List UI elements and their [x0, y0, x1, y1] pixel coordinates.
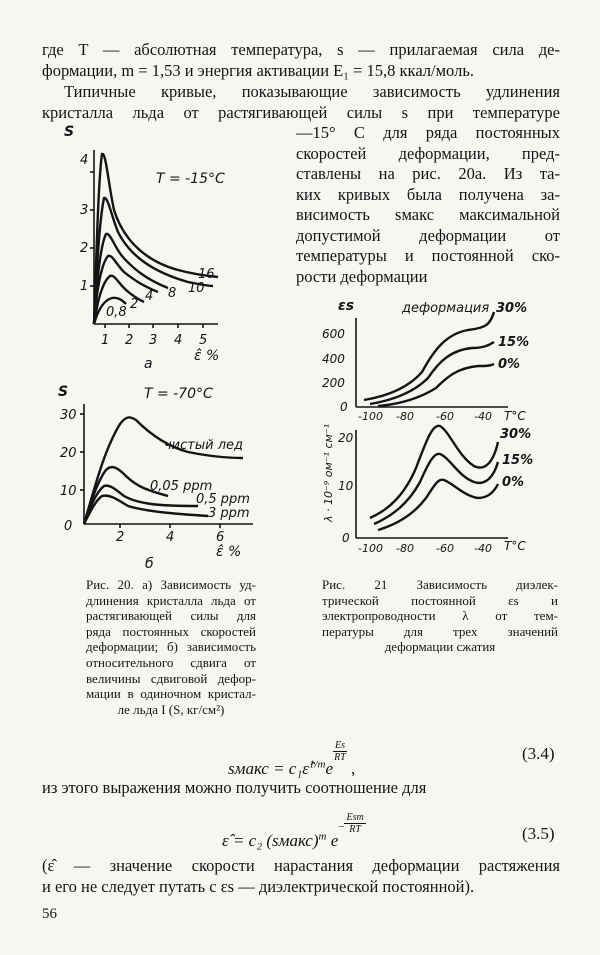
text-line: формации, m = 1,53 и энергия активации E₁ = 15,8 ккал/моль.: [42, 60, 474, 80]
x-axis-label: T°C: [504, 409, 526, 423]
series-15pct: [374, 454, 498, 524]
curve-label: 2: [130, 297, 139, 312]
y-tick-label: 20: [338, 431, 354, 445]
series-label: 0%: [502, 475, 525, 490]
curve-3-ppm: [84, 496, 208, 524]
text-line: кристалла льда от растягивающей силы s при температуре: [42, 102, 560, 122]
text-line: скоростей деформации, пред-: [296, 143, 560, 163]
text-line: из этого выражения можно получить соотношение для: [42, 778, 427, 797]
y-tick-label: 600: [322, 327, 345, 341]
y-tick-label: 30: [60, 408, 77, 423]
text-line: допустимой деформации от: [296, 225, 560, 245]
x-tick-label: 3: [149, 333, 158, 348]
eq-e: e: [330, 831, 339, 850]
y-tick-label: 4: [80, 153, 89, 168]
figure-20b: [48, 380, 298, 575]
y-tick-label: 0: [64, 519, 73, 534]
eq-exp-num: Esm: [346, 812, 364, 823]
eq-exp-fraction: [333, 740, 347, 763]
x-tick-label: -100: [358, 410, 383, 423]
eq-exp-minus: −: [338, 821, 345, 833]
temperature-label: T = -15°C: [156, 171, 225, 187]
x-axis-label: ε̂ %: [194, 348, 220, 364]
caption-line: мации в одиночном кристал-: [86, 686, 256, 702]
x-tick-label: -40: [474, 410, 492, 423]
eq-exponent: 1/m: [308, 758, 326, 771]
series-0pct: [378, 480, 498, 530]
series-label: 0%: [498, 357, 521, 372]
eq-exp-num: Es: [335, 740, 346, 751]
text-line: (ε̂ — значение скорости нарастания деформации растяжения: [42, 856, 560, 875]
caption-line: пературы для трех значений: [322, 623, 558, 639]
y-axis-label: S: [64, 124, 75, 140]
x-tick-label: -80: [396, 410, 414, 423]
x-axis-label: T°C: [504, 539, 526, 553]
intro-paragraph: [42, 40, 560, 81]
y-tick-label: 200: [322, 376, 345, 390]
text-line: Типичные кривые, показывающие зависимость удлинения: [64, 82, 560, 101]
eq-lhs: sмакс: [228, 759, 269, 778]
x-tick-label: -60: [436, 410, 454, 423]
y-tick-label: 10: [60, 484, 77, 499]
caption-line: ряда постоянных скоростей: [86, 623, 256, 639]
x-tick-label: 2: [116, 530, 125, 545]
y-tick-label: 1: [80, 279, 89, 294]
series-label: 15%: [502, 453, 534, 468]
panel-label: б: [145, 556, 154, 572]
closing-paragraph: [42, 856, 560, 897]
text-line: рости деформации: [296, 266, 428, 286]
series-0pct: [378, 364, 494, 406]
series-30pct: [364, 312, 494, 400]
eq-rhs-base: = c₁ε̂: [273, 759, 309, 778]
curve-label: 0,05 ppm: [150, 479, 213, 494]
series-30pct: [370, 426, 498, 518]
x-tick-label: 2: [125, 333, 134, 348]
x-tick-label: 6: [216, 530, 225, 545]
curve-label: 3 ppm: [208, 506, 250, 521]
curve-label: 8: [168, 286, 177, 301]
figure-20a: [48, 122, 288, 377]
temperature-label: T = -70°C: [144, 386, 213, 402]
panel-label: a: [144, 356, 153, 372]
y-axis-label: S: [58, 384, 69, 400]
eq-exp-fraction: [344, 812, 365, 835]
x-tick-label: 4: [174, 333, 183, 348]
y-axis-label: λ · 10⁻⁹ ом⁻¹ см⁻¹: [322, 423, 335, 522]
panel-title: деформация: [402, 301, 490, 316]
text-line: где T — абсолютная температура, s — прилагаемая сила де-: [42, 40, 560, 59]
x-tick-label: -40: [474, 542, 492, 555]
x-axis-label: ε̂ %: [216, 544, 242, 560]
curve-label: 10: [188, 281, 205, 296]
eq-exponent: m: [318, 830, 327, 843]
y-tick-label: 3: [80, 203, 89, 218]
x-tick-label: -80: [396, 542, 414, 555]
curve-label: 4: [145, 289, 154, 304]
equation-number: (3.4): [522, 744, 555, 763]
curves-paragraph-right: [296, 123, 560, 287]
caption-line: растягивающей силы для: [86, 608, 256, 624]
text-line: ких кривых была получена за-: [296, 184, 560, 204]
eq-tail: ,: [351, 759, 356, 778]
curve-label: 0,5 ppm: [196, 492, 250, 507]
figure-21: [318, 292, 558, 562]
page-number: 56: [42, 906, 57, 922]
text-line: —15° C для ряда постоянных: [296, 123, 560, 142]
x-tick-label: 1: [101, 333, 110, 348]
caption-line: деформации; б) зависимость: [86, 639, 256, 655]
text-line: ставлены на рис. 20а. Из та-: [296, 164, 560, 183]
caption-line: трической постоянной εs и: [322, 592, 558, 608]
equation-3-5: [222, 812, 366, 850]
y-tick-label: 0: [340, 400, 348, 414]
curve-label: 0,8: [106, 305, 127, 320]
caption-line: величины сдвиговой дефор-: [86, 670, 256, 686]
eq-e: e: [325, 759, 334, 778]
y-tick-label: 0: [342, 531, 350, 545]
text-line: висимость sмакс максимальной: [296, 205, 560, 224]
caption-line: ле льда I (S, кг/см²): [117, 701, 225, 717]
equation-number: (3.5): [522, 824, 555, 843]
y-tick-label: 20: [60, 446, 77, 461]
eq-exp-den: RT: [349, 824, 361, 835]
text-line: и его не следует путать с εs — диэлектрической постоянной).: [42, 876, 475, 896]
curves-paragraph: [42, 82, 560, 123]
x-tick-label: -100: [358, 542, 383, 555]
x-tick-label: 5: [199, 333, 208, 348]
x-tick-label: 4: [166, 530, 175, 545]
figure-21-caption: [322, 577, 558, 655]
figure-20-caption: [86, 577, 256, 717]
curve-label: чистый лед: [164, 438, 243, 453]
x-tick-label: -60: [436, 542, 454, 555]
y-tick-label: 2: [80, 241, 89, 256]
series-label: 30%: [496, 301, 528, 316]
curve-label: 16: [198, 267, 215, 282]
eq-lhs: ε̂ = c₂ (sмакс): [222, 831, 319, 850]
caption-line: Рис. 21 Зависимость диэлек-: [322, 577, 558, 592]
caption-line: относительного сдвига от: [86, 654, 256, 670]
caption-line: электропроводности λ от тем-: [322, 608, 558, 624]
y-tick-label: 10: [338, 479, 354, 493]
y-axis-label: εs: [338, 298, 355, 314]
text-line: температуры и постоянной ско-: [296, 246, 560, 265]
caption-line: Рис. 20. а) Зависимость уд-: [86, 577, 256, 592]
equation-3-4: [228, 740, 356, 778]
series-label: 15%: [498, 335, 530, 350]
caption-line: длинения кристалла льда от: [86, 592, 256, 608]
y-tick-label: 400: [322, 352, 345, 366]
eq-exp-den: RT: [334, 752, 346, 763]
series-label: 30%: [500, 427, 532, 442]
caption-line: деформации сжатия: [384, 639, 496, 655]
